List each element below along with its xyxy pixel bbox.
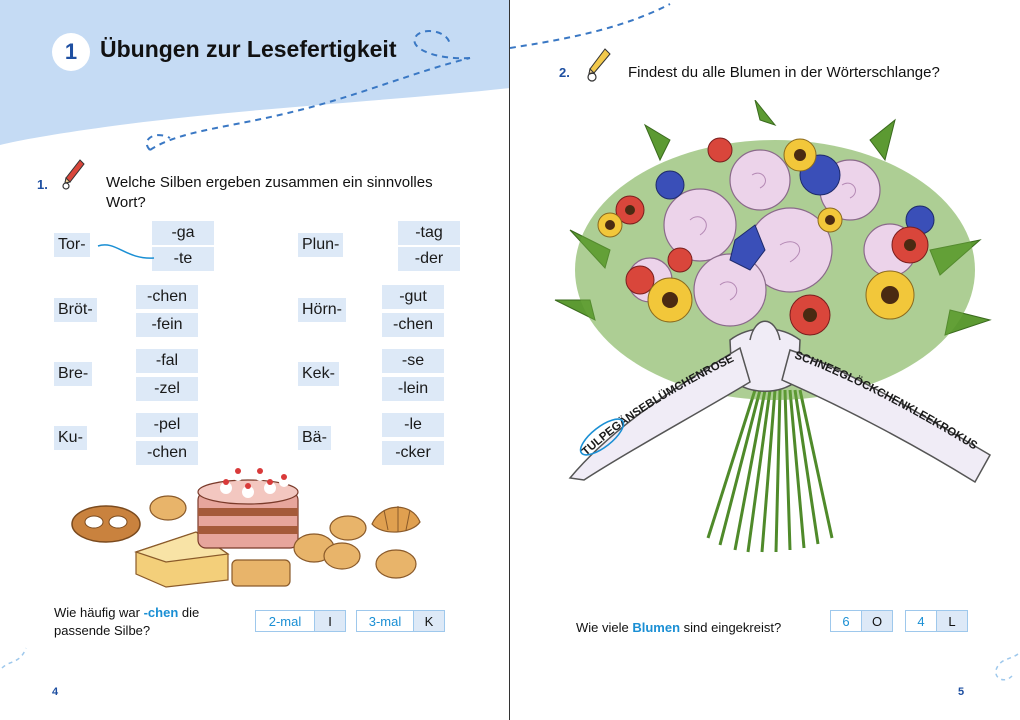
danish-icon: [232, 560, 290, 586]
task1-number: 1.: [37, 177, 48, 192]
corner-swirl: [990, 650, 1020, 690]
task1-instruction: Welche Silben ergeben zusammen ein sinnvolles Wort?: [106, 174, 433, 211]
syllable-se[interactable]: -se: [382, 349, 444, 373]
pencil-icon: [60, 158, 86, 192]
flower-stems: [708, 390, 832, 552]
stem-ku: Ku-: [54, 426, 87, 450]
syllable-te[interactable]: -te: [152, 247, 214, 271]
answer-option-6[interactable]: 6 O: [830, 610, 893, 632]
syllable-chen-2[interactable]: -chen: [136, 441, 198, 465]
stem-kek: Kek-: [298, 362, 339, 386]
syllable-chen-3[interactable]: -chen: [382, 313, 444, 337]
syllable-gut[interactable]: -gut: [382, 285, 444, 309]
chapter-number: 1: [52, 33, 90, 71]
syllable-fal[interactable]: -fal: [136, 349, 198, 373]
bread-roll-icon: [150, 496, 186, 520]
stem-bre: Bre-: [54, 362, 92, 386]
header-band: [0, 0, 510, 160]
right-page: [510, 0, 1020, 720]
highlight-blumen: Blumen: [632, 620, 681, 635]
stem-bae: Bä-: [298, 426, 331, 450]
page-number-left: 4: [52, 686, 59, 698]
task2-instruction: Findest du alle Blumen in der Wörterschlange?: [628, 64, 940, 81]
syllable-zel[interactable]: -zel: [136, 377, 198, 401]
answer-option-3mal[interactable]: 3-mal K: [356, 610, 445, 632]
syllable-ga[interactable]: -ga: [152, 221, 214, 245]
syllable-lein[interactable]: -lein: [382, 377, 444, 401]
stem-tor: Tor-: [54, 233, 90, 257]
layer-cake-icon: [198, 468, 298, 548]
task2-number: 2.: [559, 65, 570, 80]
syllable-tag[interactable]: -tag: [398, 221, 460, 245]
connection-line: [96, 240, 156, 262]
answer-option-2mal[interactable]: 2-mal I: [255, 610, 346, 632]
ribbon-left-text: TULPEGÄNSEBLÜMCHENROSE: [580, 352, 736, 459]
pretzel-icon: [72, 506, 140, 542]
chapter-title: Übungen zur Lesefertigkeit: [100, 36, 397, 62]
answer-option-4[interactable]: 4 L: [905, 610, 968, 632]
syllable-fein[interactable]: -fein: [136, 313, 198, 337]
page-number-right: 5: [958, 686, 965, 698]
left-question: Wie häufig war -chen die passende Silbe?: [54, 605, 200, 638]
pastry-illustration: [66, 462, 426, 592]
syllable-pel[interactable]: -pel: [136, 413, 198, 437]
stem-hoern: Hörn-: [298, 298, 346, 322]
croissant-icon: [372, 506, 420, 532]
syllable-chen[interactable]: -chen: [136, 285, 198, 309]
stem-broet: Bröt-: [54, 298, 97, 322]
flower-bouquet-illustration: [550, 100, 1000, 560]
syllable-der[interactable]: -der: [398, 247, 460, 271]
syllable-le[interactable]: -le: [382, 413, 444, 437]
right-question: Wie viele Blumen sind eingekreist?: [576, 620, 782, 635]
stem-plun: Plun-: [298, 233, 343, 257]
corner-swirl: [0, 640, 30, 670]
highlight-chen: -chen: [143, 605, 179, 620]
pencil-icon: [583, 47, 613, 83]
ribbon-right-text: SCHNEEGLÖCKCHENKLEEKROKUS: [792, 349, 980, 453]
syllable-cker[interactable]: -cker: [382, 441, 444, 465]
